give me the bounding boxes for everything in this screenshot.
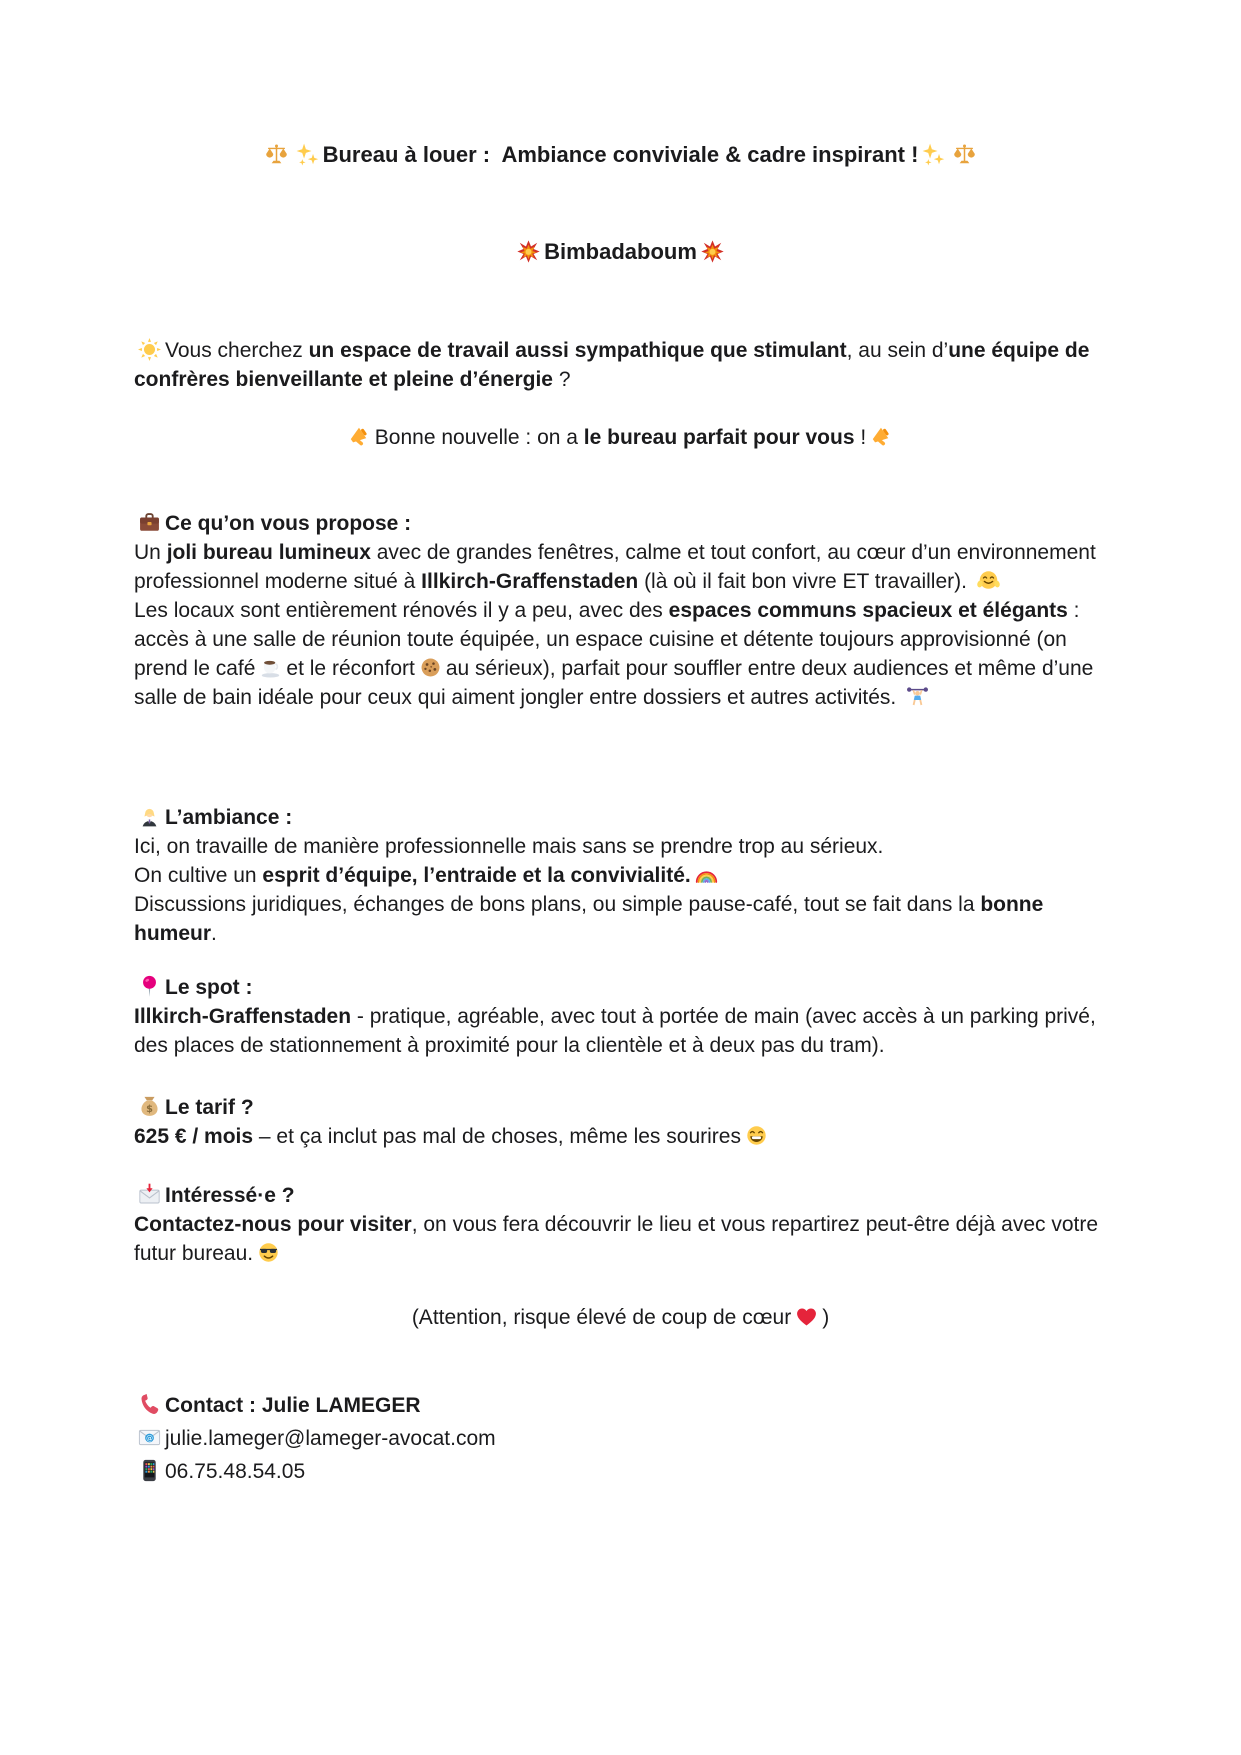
briefcase-icon [138,511,161,534]
sun-icon [138,338,161,361]
collision-icon [701,240,724,263]
envelope-arrow-icon [138,1183,161,1206]
sparkles-icon [296,143,319,166]
contact-heading: Contact : Julie LAMEGER [134,1389,1114,1422]
collision-icon [517,240,540,263]
good-news-line: Bonne nouvelle : on a le bureau parfait pour vous ! [0,423,1241,452]
money-bag-icon [138,1095,161,1118]
sparkles-icon [922,143,945,166]
offer-heading: Ce qu’on vous propose : [134,509,1114,538]
interested-heading: Intéressé·e ? [134,1181,1114,1210]
hugging-face-icon [977,569,1000,592]
offer-body: Un joli bureau lumineux avec de grandes fenêtres, calme et tout confort, au cœur d’un environnement professionnel moderne situé à Illkirch-Graffenstaden (là où il fait bon vivre ET travailler). Les locaux sont entièrement rénovés il y a peu, avec des espaces communs spacieux et élégants : accès à une salle de réunion toute équipée, un espace cuisine et détente toujours approvisionné (on prend le café et le réconfort au sérieux), parfait pour souffler entre deux audiences et même d’une salle de bain idéale pour ceux qui aiment jongler entre dossiers et autres activités. [134,541,1096,709]
intro-paragraph: Vous cherchez un espace de travail aussi sympathique que stimulant, au sein d’une équipe de confrères bienveillante et pleine d’énergie ? [134,339,1090,391]
offer-section [134,509,1114,712]
interested-body: Contactez-nous pour visiter, on vous fera découvrir le lieu et vous repartirez peut-être déjà avec votre futur bureau. [134,1213,1099,1265]
ambiance-heading: L’ambiance : [134,803,1114,832]
round-pushpin-icon [138,975,161,998]
sunglasses-face-icon [257,1241,280,1264]
svg-text:@: @ [146,1434,153,1443]
svg-text:$: $ [146,1103,153,1115]
document-title: Bureau à louer : Ambiance conviviale & cadre inspirant ! [0,140,1241,169]
red-heart-icon [795,1305,818,1328]
ambiance-body: Ici, on travaille de manière professionnelle mais sans se prendre trop au sérieux. On cultive un esprit d’équipe, l’entraide et la convivialité. Discussions juridiques, échanges de bons plans, ou simple pause-café, tout se fait dans la bonne humeur. [134,835,1044,945]
cookie-icon [419,656,442,679]
spot-body: Illkirch-Graffenstaden - pratique, agréable, avec tout à portée de main (avec accès à un parking privé, des places de stationnement à proximité pour la clientèle et à deux pas du tram). [134,1005,1096,1057]
contact-phone: 06.75.48.54.05 [134,1455,1114,1488]
balance-scale-icon [265,143,288,166]
contact-email: @ julie.lameger@lameger-avocat.com [134,1422,1114,1455]
spot-heading: Le spot : [134,973,1114,1002]
grinning-face-icon [745,1124,768,1147]
mobile-phone-icon [138,1459,161,1482]
document-subtitle: Bimbadaboum [0,237,1241,266]
balance-scale-icon [953,143,976,166]
email-icon [138,1426,161,1449]
ambiance-section [134,803,1114,948]
woman-office-worker-icon [138,805,161,828]
warning-line: (Attention, risque élevé de coup de cœur ) [411,1306,830,1329]
megaphone-icon [870,425,893,448]
price-heading: $ Le tarif ? [134,1093,1114,1122]
interested-section [134,1181,1114,1268]
spot-section [134,973,1114,1060]
weightlifter-icon [906,685,929,708]
contact-section [134,1389,1114,1488]
coffee-icon [259,656,282,679]
megaphone-icon [348,425,371,448]
phone-receiver-icon [138,1393,161,1416]
rainbow-icon [695,863,718,886]
price-section [134,1093,1114,1151]
price-body: 625 € / mois – et ça inclut pas mal de choses, même les sourires [134,1122,1114,1151]
